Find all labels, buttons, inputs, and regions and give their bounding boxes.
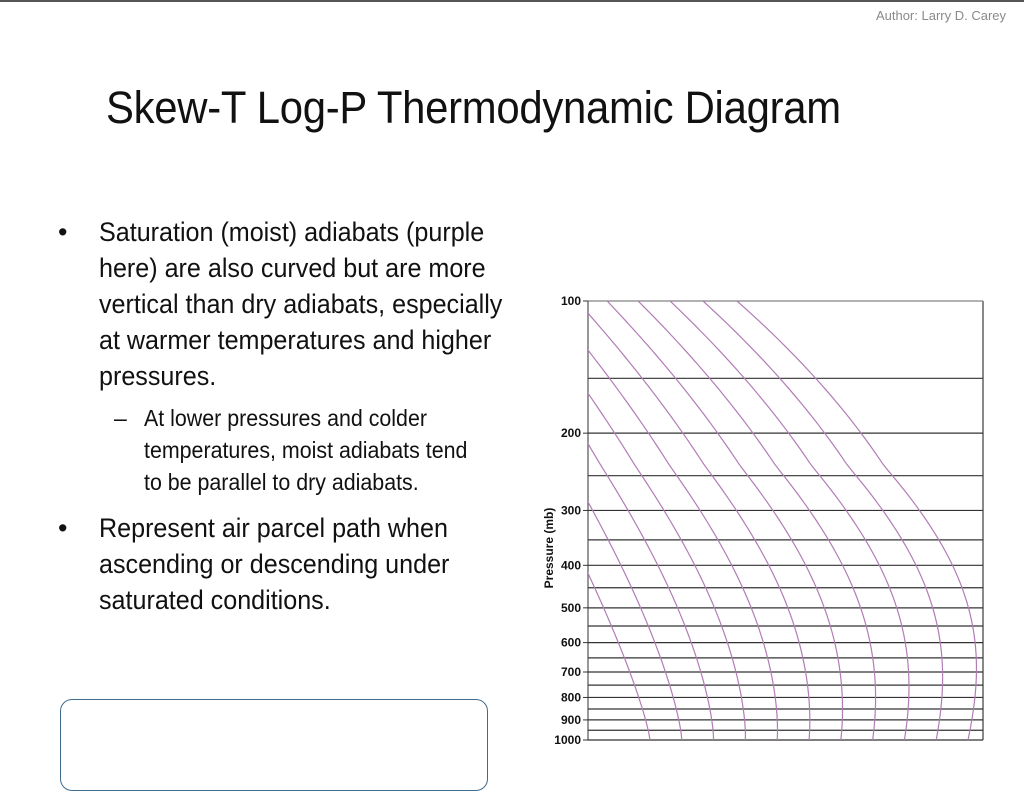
y-tick-label: 100 (560, 294, 581, 308)
slide-title: Skew-T Log-P Thermodynamic Diagram (106, 82, 841, 133)
y-tick-label: 900 (560, 712, 581, 727)
top-rule (0, 0, 1024, 2)
moist-adiabat-line (530, 301, 714, 740)
skew-t-diagram (530, 288, 1000, 758)
sub-bullet-dash: – (114, 405, 127, 431)
sub-bullet-item (58, 402, 518, 498)
moist-adiabat-line (607, 301, 842, 740)
y-tick-label: 700 (560, 664, 581, 679)
y-tick-label: 1000 (554, 733, 581, 747)
y-tick-label: 200 (560, 426, 581, 441)
bullet-dot: • (58, 217, 68, 247)
sub-bullet-text: At lower pressures and colder temperatures, moist adiabats tend to be parallel to dry adiabats. (144, 405, 468, 495)
author-credit: Author: Larry D. Carey (875, 8, 1006, 23)
empty-text-box[interactable] (60, 699, 488, 791)
y-tick-label: 800 (560, 690, 581, 705)
moist-adiabat-line (703, 301, 943, 740)
y-axis-label: Pressure (mb) (542, 507, 556, 589)
moist-adiabat-line (577, 301, 810, 740)
y-tick-label: 600 (560, 635, 581, 650)
moist-adiabat-line (737, 301, 976, 740)
bullet-item (58, 510, 518, 618)
bullet-text: Represent air parcel path when ascending or descending under saturated conditions. (99, 513, 450, 615)
bullet-list (58, 214, 518, 618)
y-tick-label: 300 (560, 503, 581, 518)
bullet-dot: • (58, 513, 68, 543)
bullet-text: Saturation (moist) adiabats (purple here) are also curved but are more vertical than dry adiabats, especially at warmer temperatures and higher pressures. (99, 217, 503, 391)
y-tick-label: 500 (560, 600, 581, 615)
y-tick-label: 400 (560, 558, 581, 573)
bullet-item (58, 214, 518, 394)
